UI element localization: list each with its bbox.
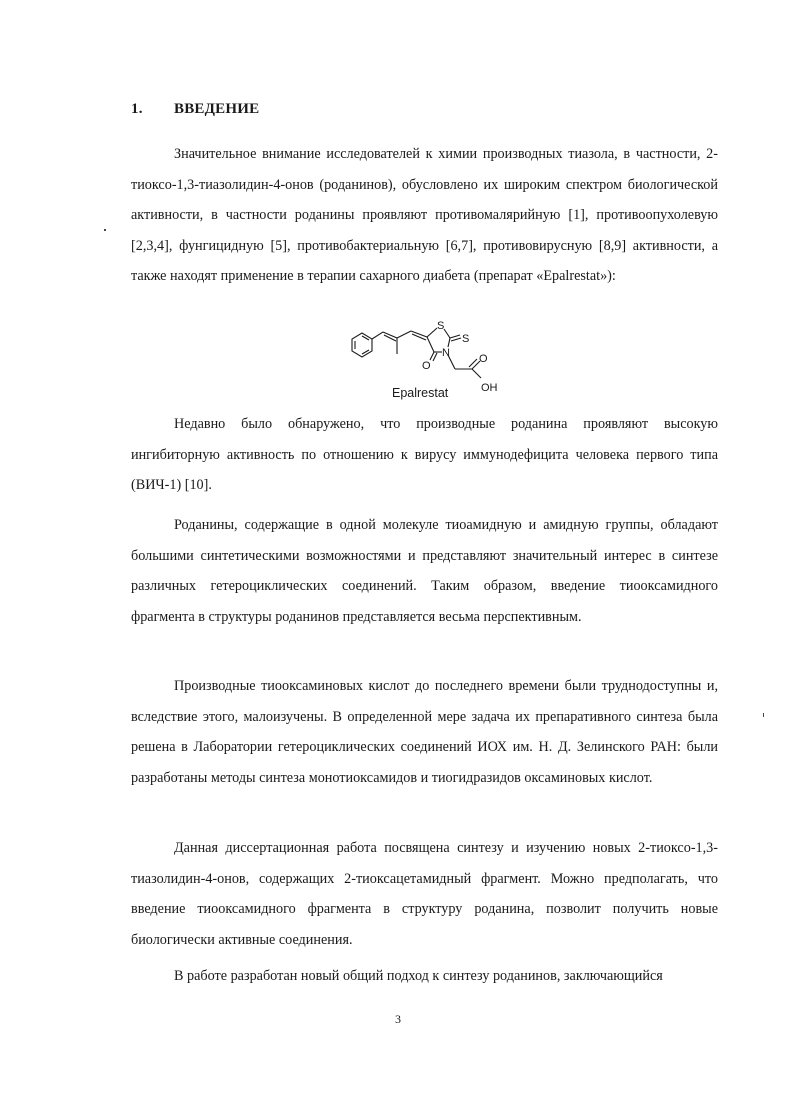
section-title: ВВЕДЕНИЕ <box>174 101 260 117</box>
ring-bond <box>448 338 450 347</box>
chain-bond <box>372 332 383 339</box>
atom-s-thione: S <box>462 333 470 345</box>
carbonyl-double-bond <box>433 353 437 361</box>
paragraph-thiooxamic: Производные тиооксаминовых кислот до последнего времени были труднодоступны и, вследствие этого, малоизучены. В определенной мере задача их препаративного синтеза была решена в Лаборатории гетероциклических соединений ИОХ им. Н. Д. Зелинского РАН: были разработаны методы синтеза монотиоксамидов и тиогидразидов оксаминовых кислот. <box>131 678 718 786</box>
carbonyl-double-bond <box>430 352 434 360</box>
ring-bond <box>444 329 450 338</box>
page-number: 3 <box>395 1012 401 1026</box>
paragraph-dissertation: Данная диссертационная работа посвящена синтезу и изучению новых 2-тиоксо-1,3-тиазолидин-4-онов, содержащих 2-тиоксацетамидный фрагмент. Можно предполагать, что введение тиооксамидного фрагмента в структуру роданина, позволит получить новые биологически активные соединения. <box>131 840 718 948</box>
atom-n: N <box>442 347 450 359</box>
section-number: 1. <box>131 101 143 117</box>
exocyclic-double-bond <box>411 331 427 337</box>
scan-speck <box>104 229 106 231</box>
atom-s-ring: S <box>437 320 445 332</box>
section-heading <box>131 101 259 118</box>
ring-bond <box>427 328 437 337</box>
atom-oh: OH <box>481 382 498 394</box>
scan-speck <box>763 713 764 717</box>
chain-bond <box>397 331 411 338</box>
exocyclic-double-bond <box>412 334 426 340</box>
paragraph-hiv: Недавно было обнаружено, что производные роданина проявляют высокую ингибиторную активность по отношению к вирусу иммунодефицита человека первого типа (ВИЧ-1) [10]. <box>131 416 718 493</box>
thione-double-bond <box>451 338 461 341</box>
paragraph-intro: Значительное внимание исследователей к химии производных тиазола, в частности, 2-тиоксо-1,3-тиазолидин-4-онов (роданинов), обусловлено их широким спектром биологической активности, в частности роданины проявляют противомалярийную [1], противоопухолевую [2,3,4], фунгицидную [5], противобактериальную [6,7], противовирусную [8,9] активности, а также находят применение в терапии сахарного диабета (препарат «Epalrestat»): <box>131 146 718 284</box>
structure-caption: Epalrestat <box>392 386 449 400</box>
thione-double-bond <box>450 335 460 338</box>
ring-bond <box>427 337 434 352</box>
chain-double-bond <box>384 335 396 341</box>
paragraph-approach: В работе разработан новый общий подход к синтезу роданинов, заключающийся <box>174 968 663 984</box>
acid-oh-bond <box>472 369 481 378</box>
paragraph-rhodanines: Роданины, содержащие в одной молекуле тиоамидную и амидную группы, обладают большими синтетическими возможностями и представляют значительный интерес в синтезе различных гетероциклических соединений. Таким образом, введение тиооксамидного фрагмента в структуры роданинов представляется весьма перспективным. <box>131 517 718 625</box>
atom-o-acid: O <box>479 353 488 365</box>
atom-o-carbonyl: O <box>422 360 431 372</box>
